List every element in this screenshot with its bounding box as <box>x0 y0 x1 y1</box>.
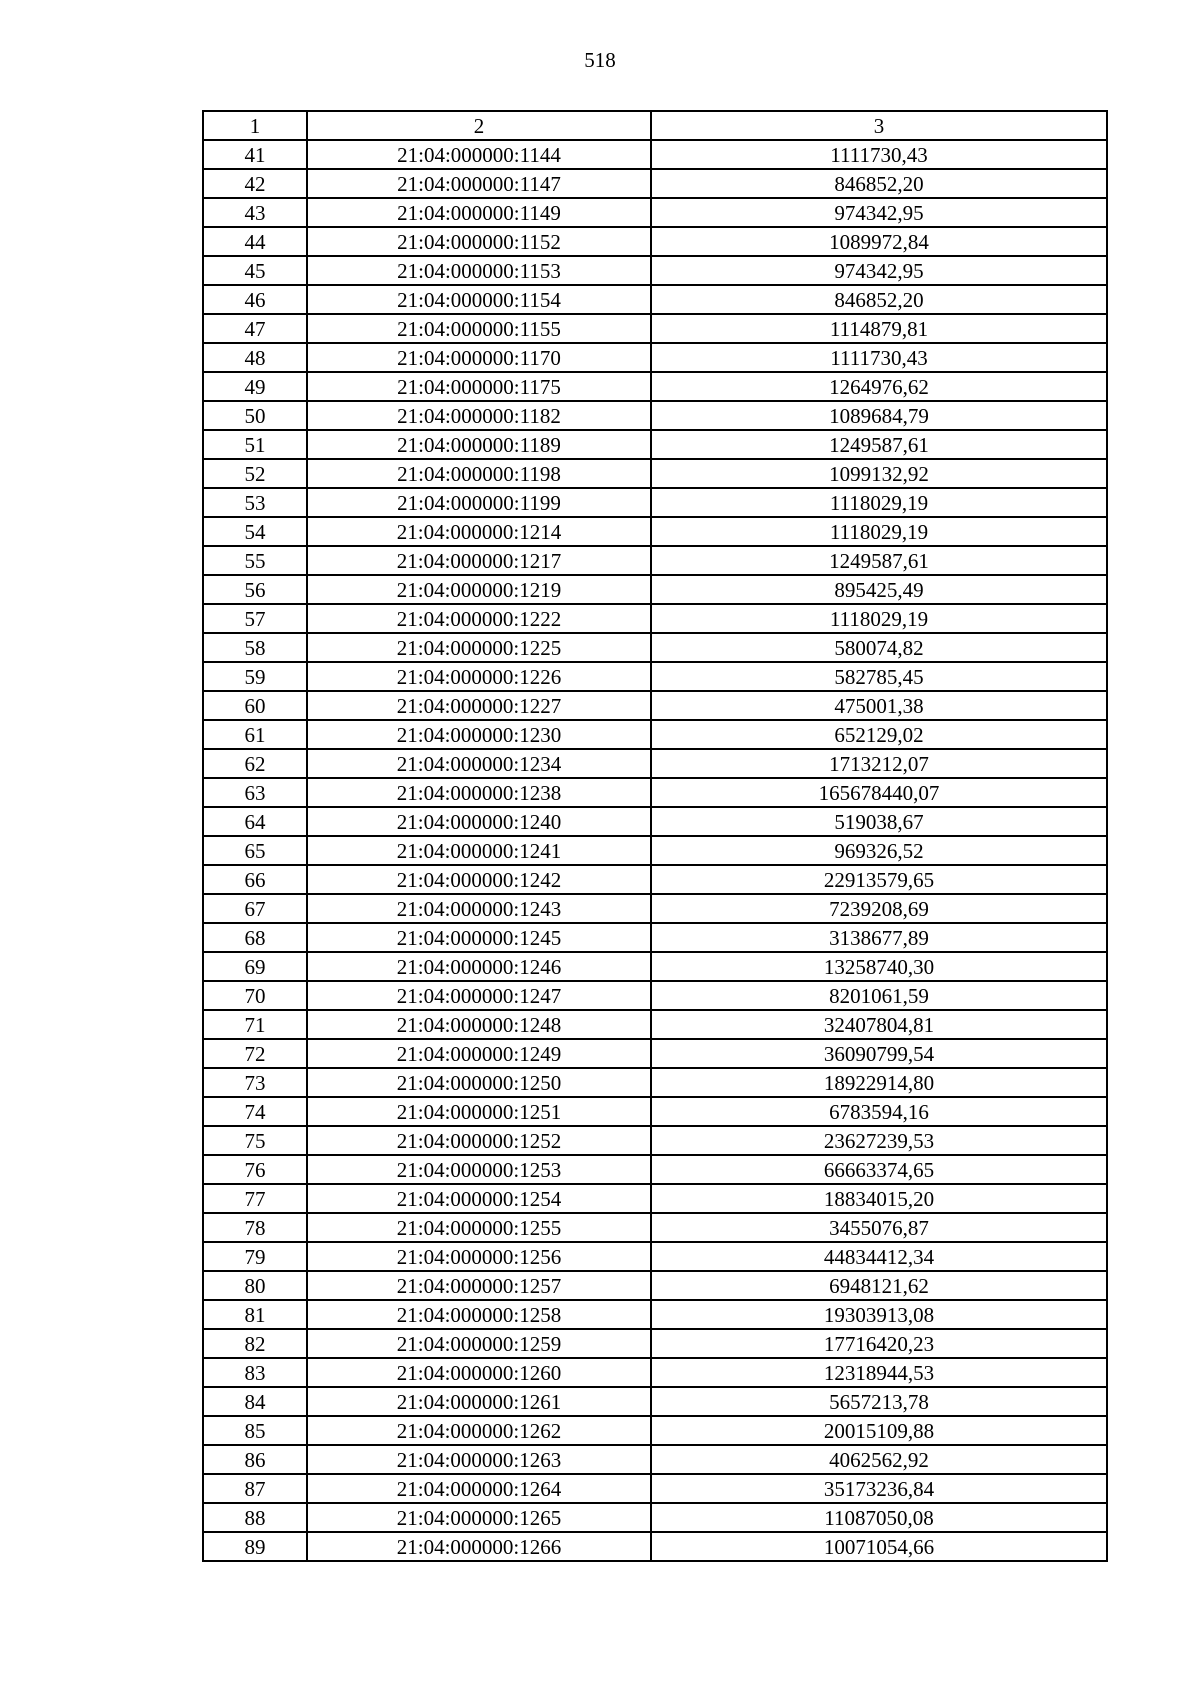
table-row <box>203 1474 1107 1503</box>
table-row <box>203 1387 1107 1416</box>
cadastral-number-cell: 21:04:000000:1240 <box>307 807 651 836</box>
row-number-cell: 57 <box>203 604 307 633</box>
row-number-cell: 72 <box>203 1039 307 1068</box>
row-number-cell: 77 <box>203 1184 307 1213</box>
cadastral-number-cell: 21:04:000000:1257 <box>307 1271 651 1300</box>
value-cell: 7239208,69 <box>651 894 1107 923</box>
cadastral-number-cell: 21:04:000000:1226 <box>307 662 651 691</box>
table-row <box>203 1329 1107 1358</box>
cadastral-number-cell: 21:04:000000:1247 <box>307 981 651 1010</box>
table-row <box>203 1445 1107 1474</box>
row-number-cell: 81 <box>203 1300 307 1329</box>
table-row <box>203 633 1107 662</box>
row-number-cell: 76 <box>203 1155 307 1184</box>
table-row <box>203 662 1107 691</box>
row-number-cell: 53 <box>203 488 307 517</box>
cadastral-number-cell: 21:04:000000:1147 <box>307 169 651 198</box>
value-cell: 580074,82 <box>651 633 1107 662</box>
row-number-cell: 65 <box>203 836 307 865</box>
table-row <box>203 169 1107 198</box>
value-cell: 895425,49 <box>651 575 1107 604</box>
table-row <box>203 575 1107 604</box>
table-row <box>203 1532 1107 1561</box>
value-cell: 10071054,66 <box>651 1532 1107 1561</box>
table-row <box>203 691 1107 720</box>
row-number-cell: 82 <box>203 1329 307 1358</box>
value-cell: 18922914,80 <box>651 1068 1107 1097</box>
table-row <box>203 1155 1107 1184</box>
value-cell: 19303913,08 <box>651 1300 1107 1329</box>
row-number-cell: 42 <box>203 169 307 198</box>
table-row <box>203 401 1107 430</box>
row-number-cell: 43 <box>203 198 307 227</box>
cadastral-number-cell: 21:04:000000:1254 <box>307 1184 651 1213</box>
value-cell: 20015109,88 <box>651 1416 1107 1445</box>
cadastral-number-cell: 21:04:000000:1153 <box>307 256 651 285</box>
cadastral-number-cell: 21:04:000000:1198 <box>307 459 651 488</box>
row-number-cell: 41 <box>203 140 307 169</box>
table-row <box>203 1503 1107 1532</box>
cadastral-number-cell: 21:04:000000:1250 <box>307 1068 651 1097</box>
cadastral-number-cell: 21:04:000000:1242 <box>307 865 651 894</box>
cadastral-number-cell: 21:04:000000:1252 <box>307 1126 651 1155</box>
value-cell: 1111730,43 <box>651 140 1107 169</box>
cadastral-number-cell: 21:04:000000:1234 <box>307 749 651 778</box>
row-number-cell: 89 <box>203 1532 307 1561</box>
value-cell: 18834015,20 <box>651 1184 1107 1213</box>
table-row <box>203 1010 1107 1039</box>
table-row <box>203 430 1107 459</box>
value-cell: 1111730,43 <box>651 343 1107 372</box>
cadastral-number-cell: 21:04:000000:1246 <box>307 952 651 981</box>
column-header-1: 1 <box>203 111 307 140</box>
table-row <box>203 923 1107 952</box>
row-number-cell: 62 <box>203 749 307 778</box>
cadastral-number-cell: 21:04:000000:1189 <box>307 430 651 459</box>
cadastral-number-cell: 21:04:000000:1155 <box>307 314 651 343</box>
table-row <box>203 1184 1107 1213</box>
value-cell: 35173236,84 <box>651 1474 1107 1503</box>
value-cell: 12318944,53 <box>651 1358 1107 1387</box>
row-number-cell: 88 <box>203 1503 307 1532</box>
value-cell: 846852,20 <box>651 285 1107 314</box>
value-cell: 66663374,65 <box>651 1155 1107 1184</box>
table-row <box>203 198 1107 227</box>
row-number-cell: 87 <box>203 1474 307 1503</box>
row-number-cell: 54 <box>203 517 307 546</box>
value-cell: 652129,02 <box>651 720 1107 749</box>
cadastral-number-cell: 21:04:000000:1227 <box>307 691 651 720</box>
data-table <box>202 110 1108 1562</box>
row-number-cell: 47 <box>203 314 307 343</box>
table-row <box>203 459 1107 488</box>
table-row <box>203 1242 1107 1271</box>
table-row <box>203 981 1107 1010</box>
row-number-cell: 73 <box>203 1068 307 1097</box>
value-cell: 6948121,62 <box>651 1271 1107 1300</box>
cadastral-number-cell: 21:04:000000:1238 <box>307 778 651 807</box>
table-row <box>203 372 1107 401</box>
row-number-cell: 59 <box>203 662 307 691</box>
row-number-cell: 50 <box>203 401 307 430</box>
value-cell: 969326,52 <box>651 836 1107 865</box>
value-cell: 1089684,79 <box>651 401 1107 430</box>
table-row <box>203 1097 1107 1126</box>
cadastral-number-cell: 21:04:000000:1258 <box>307 1300 651 1329</box>
cadastral-number-cell: 21:04:000000:1199 <box>307 488 651 517</box>
row-number-cell: 78 <box>203 1213 307 1242</box>
table-row <box>203 140 1107 169</box>
table-row <box>203 1358 1107 1387</box>
row-number-cell: 83 <box>203 1358 307 1387</box>
row-number-cell: 75 <box>203 1126 307 1155</box>
cadastral-number-cell: 21:04:000000:1149 <box>307 198 651 227</box>
value-cell: 23627239,53 <box>651 1126 1107 1155</box>
page-number: 518 <box>584 48 616 72</box>
table-row <box>203 227 1107 256</box>
table-row <box>203 314 1107 343</box>
cadastral-number-cell: 21:04:000000:1259 <box>307 1329 651 1358</box>
value-cell: 1249587,61 <box>651 546 1107 575</box>
row-number-cell: 84 <box>203 1387 307 1416</box>
cadastral-number-cell: 21:04:000000:1264 <box>307 1474 651 1503</box>
value-cell: 11087050,08 <box>651 1503 1107 1532</box>
cadastral-number-cell: 21:04:000000:1253 <box>307 1155 651 1184</box>
row-number-cell: 70 <box>203 981 307 1010</box>
cadastral-number-cell: 21:04:000000:1214 <box>307 517 651 546</box>
row-number-cell: 80 <box>203 1271 307 1300</box>
cadastral-number-cell: 21:04:000000:1265 <box>307 1503 651 1532</box>
table-row <box>203 720 1107 749</box>
row-number-cell: 79 <box>203 1242 307 1271</box>
row-number-cell: 55 <box>203 546 307 575</box>
table-row <box>203 256 1107 285</box>
row-number-cell: 69 <box>203 952 307 981</box>
cadastral-number-cell: 21:04:000000:1261 <box>307 1387 651 1416</box>
row-number-cell: 45 <box>203 256 307 285</box>
table-row <box>203 952 1107 981</box>
cadastral-number-cell: 21:04:000000:1262 <box>307 1416 651 1445</box>
value-cell: 17716420,23 <box>651 1329 1107 1358</box>
table-row <box>203 285 1107 314</box>
cadastral-number-cell: 21:04:000000:1248 <box>307 1010 651 1039</box>
value-cell: 32407804,81 <box>651 1010 1107 1039</box>
cadastral-number-cell: 21:04:000000:1255 <box>307 1213 651 1242</box>
row-number-cell: 51 <box>203 430 307 459</box>
table-row <box>203 865 1107 894</box>
cadastral-number-cell: 21:04:000000:1144 <box>307 140 651 169</box>
table-row <box>203 1039 1107 1068</box>
value-cell: 846852,20 <box>651 169 1107 198</box>
cadastral-number-cell: 21:04:000000:1170 <box>307 343 651 372</box>
cadastral-number-cell: 21:04:000000:1175 <box>307 372 651 401</box>
table-row <box>203 1300 1107 1329</box>
value-cell: 44834412,34 <box>651 1242 1107 1271</box>
value-cell: 1089972,84 <box>651 227 1107 256</box>
table-row <box>203 749 1107 778</box>
row-number-cell: 44 <box>203 227 307 256</box>
table-row <box>203 1213 1107 1242</box>
row-number-cell: 86 <box>203 1445 307 1474</box>
table-row <box>203 1416 1107 1445</box>
cadastral-number-cell: 21:04:000000:1152 <box>307 227 651 256</box>
value-cell: 974342,95 <box>651 198 1107 227</box>
row-number-cell: 58 <box>203 633 307 662</box>
row-number-cell: 74 <box>203 1097 307 1126</box>
cadastral-number-cell: 21:04:000000:1245 <box>307 923 651 952</box>
cadastral-number-cell: 21:04:000000:1256 <box>307 1242 651 1271</box>
value-cell: 1264976,62 <box>651 372 1107 401</box>
cadastral-number-cell: 21:04:000000:1263 <box>307 1445 651 1474</box>
table-row <box>203 1271 1107 1300</box>
cadastral-number-cell: 21:04:000000:1217 <box>307 546 651 575</box>
table-row <box>203 1068 1107 1097</box>
value-cell: 1118029,19 <box>651 604 1107 633</box>
row-number-cell: 46 <box>203 285 307 314</box>
value-cell: 519038,67 <box>651 807 1107 836</box>
value-cell: 582785,45 <box>651 662 1107 691</box>
value-cell: 475001,38 <box>651 691 1107 720</box>
value-cell: 1099132,92 <box>651 459 1107 488</box>
table-row <box>203 343 1107 372</box>
row-number-cell: 48 <box>203 343 307 372</box>
value-cell: 1249587,61 <box>651 430 1107 459</box>
value-cell: 8201061,59 <box>651 981 1107 1010</box>
row-number-cell: 63 <box>203 778 307 807</box>
value-cell: 4062562,92 <box>651 1445 1107 1474</box>
value-cell: 1713212,07 <box>651 749 1107 778</box>
cadastral-number-cell: 21:04:000000:1222 <box>307 604 651 633</box>
row-number-cell: 67 <box>203 894 307 923</box>
value-cell: 165678440,07 <box>651 778 1107 807</box>
table-row <box>203 604 1107 633</box>
row-number-cell: 64 <box>203 807 307 836</box>
cadastral-number-cell: 21:04:000000:1260 <box>307 1358 651 1387</box>
cadastral-number-cell: 21:04:000000:1225 <box>307 633 651 662</box>
table-row <box>203 778 1107 807</box>
cadastral-number-cell: 21:04:000000:1243 <box>307 894 651 923</box>
cadastral-number-cell: 21:04:000000:1182 <box>307 401 651 430</box>
table-row <box>203 836 1107 865</box>
cadastral-number-cell: 21:04:000000:1241 <box>307 836 651 865</box>
value-cell: 13258740,30 <box>651 952 1107 981</box>
column-header-2: 2 <box>307 111 651 140</box>
value-cell: 974342,95 <box>651 256 1107 285</box>
cadastral-number-cell: 21:04:000000:1251 <box>307 1097 651 1126</box>
cadastral-number-cell: 21:04:000000:1266 <box>307 1532 651 1561</box>
value-cell: 36090799,54 <box>651 1039 1107 1068</box>
cadastral-number-cell: 21:04:000000:1154 <box>307 285 651 314</box>
value-cell: 3455076,87 <box>651 1213 1107 1242</box>
value-cell: 1118029,19 <box>651 488 1107 517</box>
column-header-3: 3 <box>651 111 1107 140</box>
row-number-cell: 56 <box>203 575 307 604</box>
table-row <box>203 517 1107 546</box>
row-number-cell: 68 <box>203 923 307 952</box>
value-cell: 5657213,78 <box>651 1387 1107 1416</box>
table-row <box>203 546 1107 575</box>
row-number-cell: 52 <box>203 459 307 488</box>
cadastral-number-cell: 21:04:000000:1230 <box>307 720 651 749</box>
cadastral-number-cell: 21:04:000000:1219 <box>307 575 651 604</box>
row-number-cell: 66 <box>203 865 307 894</box>
value-cell: 22913579,65 <box>651 865 1107 894</box>
row-number-cell: 71 <box>203 1010 307 1039</box>
table-row <box>203 1126 1107 1155</box>
table-row <box>203 894 1107 923</box>
header-row <box>203 111 1107 140</box>
row-number-cell: 85 <box>203 1416 307 1445</box>
value-cell: 1114879,81 <box>651 314 1107 343</box>
cadastral-number-cell: 21:04:000000:1249 <box>307 1039 651 1068</box>
table-body <box>203 140 1107 1561</box>
row-number-cell: 49 <box>203 372 307 401</box>
table-row <box>203 807 1107 836</box>
table-row <box>203 488 1107 517</box>
row-number-cell: 60 <box>203 691 307 720</box>
value-cell: 1118029,19 <box>651 517 1107 546</box>
value-cell: 6783594,16 <box>651 1097 1107 1126</box>
row-number-cell: 61 <box>203 720 307 749</box>
value-cell: 3138677,89 <box>651 923 1107 952</box>
